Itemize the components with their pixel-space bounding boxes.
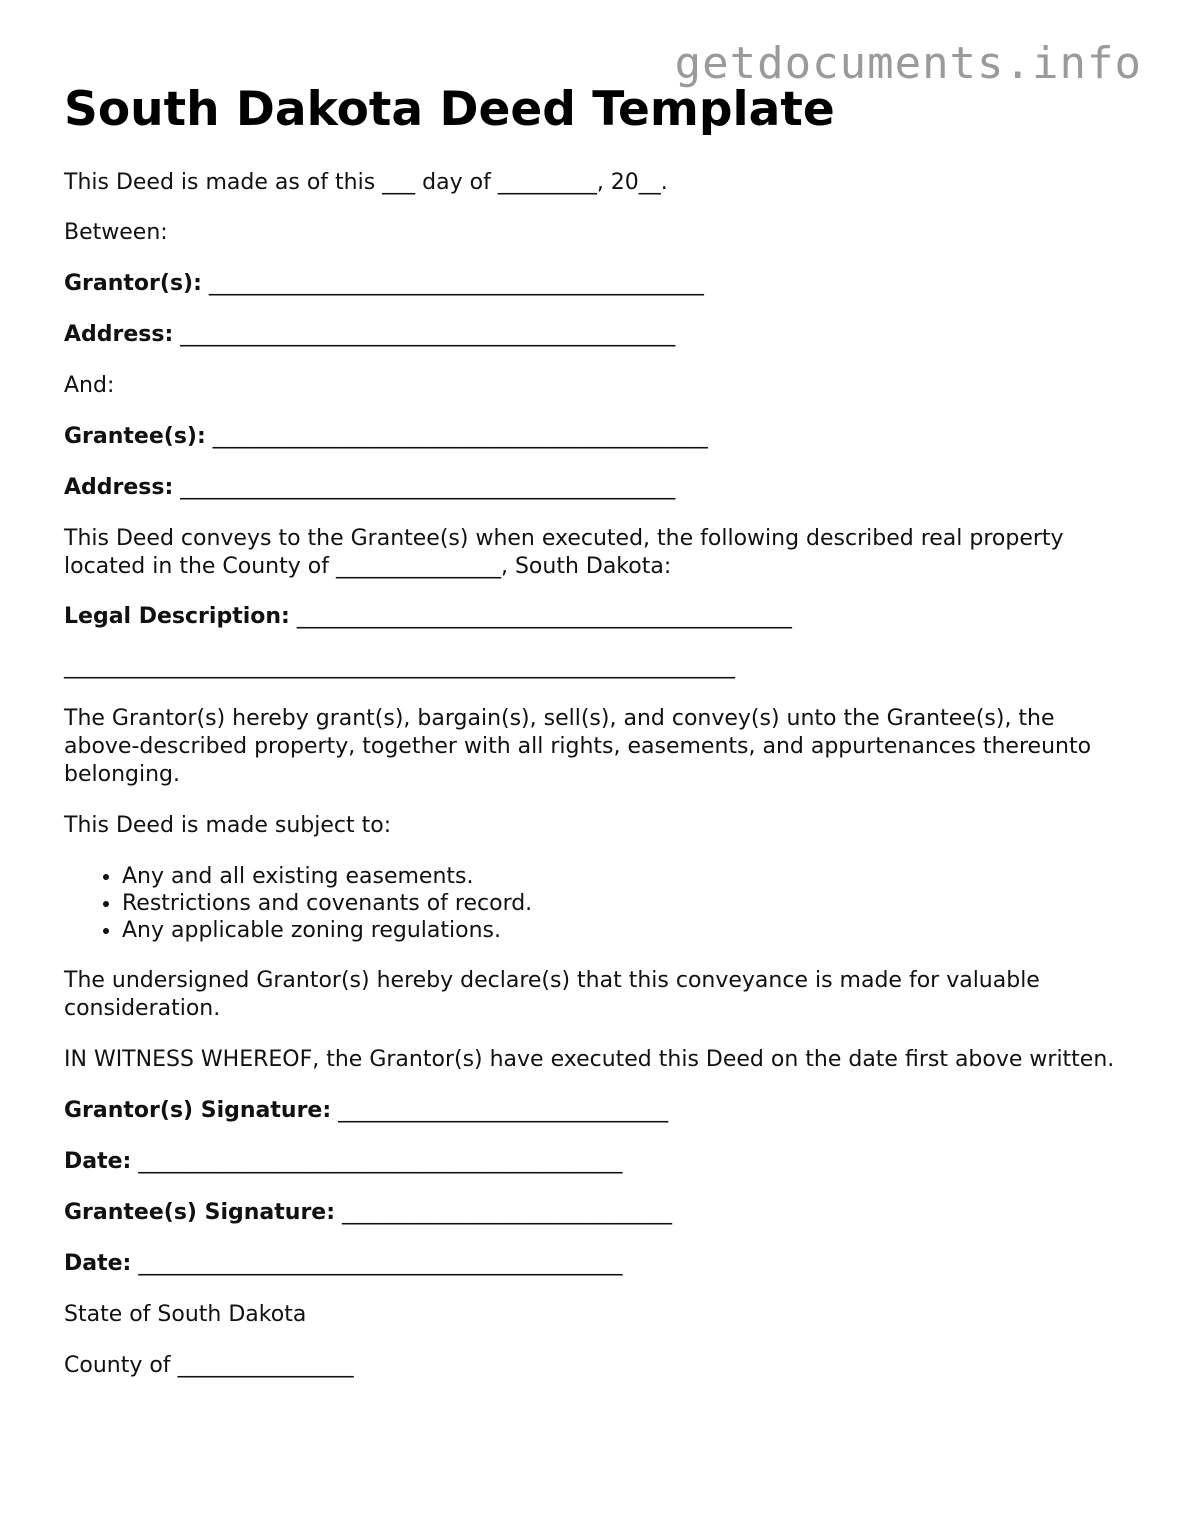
document-page [64,80,1124,1380]
list-item: • Any applicable zoning regulations. [122,917,1124,944]
and-label: And: [64,373,115,398]
grantee-address-label: Address: [64,475,174,500]
list-item: • Any and all existing easements. [122,863,1124,890]
watermark: getdocuments.info [674,38,1142,89]
document-title: South Dakota Deed Template [64,82,835,137]
grantee-address-line [64,474,1124,502]
grantee-date-label: Date: [64,1251,132,1276]
grantee-date-line [64,1250,1124,1278]
grantor-address-label: Address: [64,322,174,347]
list-item: • Restrictions and covenants of record. [122,890,1124,917]
subject-to-heading: This Deed is made subject to: [64,813,392,838]
grantor-signature-label: Grantor(s) Signature: [64,1098,332,1123]
grantee-line [64,423,1124,451]
state-line: State of South Dakota [64,1302,307,1327]
grantee-field[interactable]: _____________________________________________ [212,424,708,449]
witness-paragraph: IN WITNESS WHEREOF, the Grantor(s) have executed this Deed on the date first above written. [64,1047,1115,1072]
grantor-field[interactable]: _____________________________________________ [208,271,704,296]
county-field[interactable]: ________________ [177,1353,354,1378]
grantor-address-field[interactable]: _____________________________________________ [180,322,676,347]
declaration-paragraph: The undersigned Grantor(s) hereby declare(s) that this conveyance is made for valuable consideration. [64,968,1040,1021]
grantee-address-field[interactable]: _____________________________________________ [180,475,676,500]
grantor-date-line [64,1148,1124,1176]
legal-description-continuation[interactable]: _____________________________________________________________ [64,654,735,679]
grantor-line [64,270,1124,298]
subject-to-list [64,863,1124,944]
legal-description-label: Legal Description: [64,604,290,629]
grantor-label: Grantor(s): [64,271,202,296]
grantor-date-label: Date: [64,1149,132,1174]
conveyance-paragraph: This Deed conveys to the Grantee(s) when executed, the following described real property located in the County of _______________, South Dakota: [64,526,1064,579]
between-label: Between: [64,220,168,245]
legal-description-line [64,603,1124,631]
grantor-address-line [64,321,1124,349]
county-label: County of [64,1353,171,1378]
intro-line: This Deed is made as of this ___ day of _________, 20__. [64,170,668,195]
legal-description-field[interactable]: _____________________________________________ [296,604,792,629]
grantee-date-field[interactable]: ____________________________________________ [138,1251,623,1276]
grantee-label: Grantee(s): [64,424,206,449]
grantor-signature-field[interactable]: ______________________________ [338,1098,669,1123]
grantee-signature-field[interactable]: ______________________________ [342,1200,673,1225]
grantee-signature-line [64,1199,1124,1227]
grantor-date-field[interactable]: ____________________________________________ [138,1149,623,1174]
grantee-signature-label: Grantee(s) Signature: [64,1200,336,1225]
grantor-signature-line [64,1097,1124,1125]
grant-clause-paragraph: The Grantor(s) hereby grant(s), bargain(s), sell(s), and convey(s) unto the Grantee(s), the above-described property, together with all rights, easements, and appurtenances thereunto belonging. [64,706,1092,787]
county-line [64,1352,1124,1380]
